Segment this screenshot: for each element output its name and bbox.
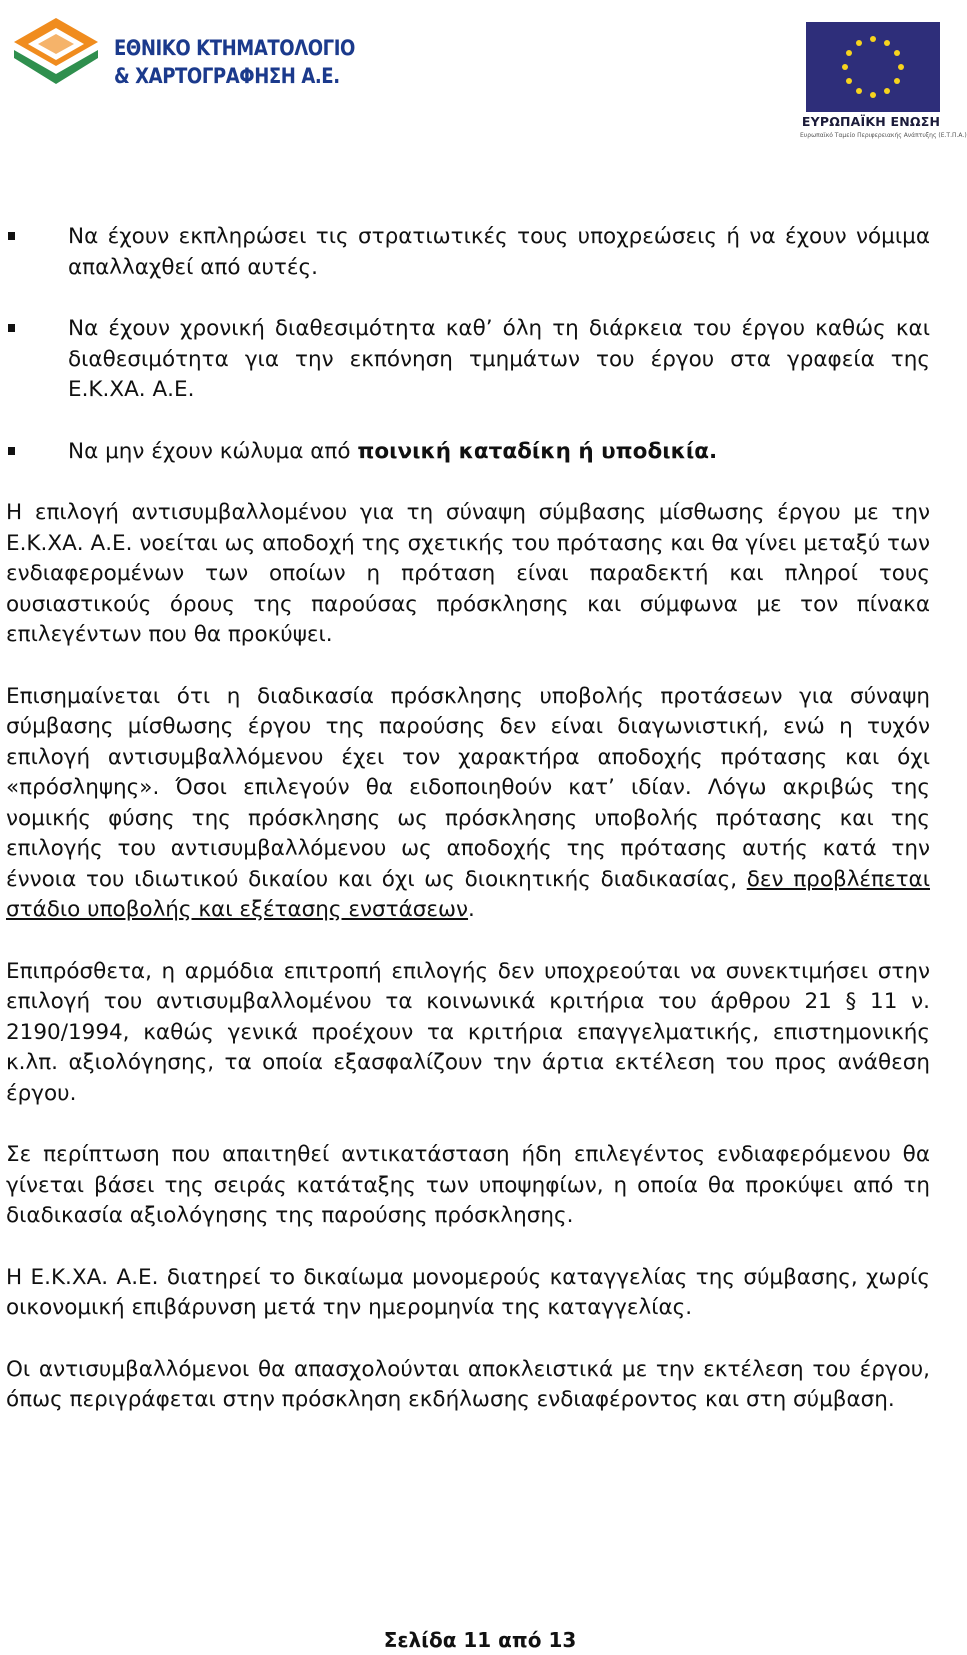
paragraph-non-competitive: [6, 682, 930, 926]
list-item-text: Να μην έχουν κώλυμα από: [68, 438, 358, 464]
paragraph-selection: Η επιλογή αντισυμβαλλομένου για τη σύναψη σύμβασης μίσθωσης έργου με την Ε.Κ.ΧΑ. Α.Ε. νοείται ως αποδοχή της σχετικής του πρότασης και θα γίνει μεταξύ των ενδιαφερομένων των οποίων η πρόταση είναι παραδεκτή και πληροί τους ουσιαστικούς όρους της παρούσας πρόσκλησης και σύμφωνα με τον πίνακα επιλεγέντων που θα προκύψει.: [6, 500, 930, 647]
org-name-line1: ΕΘΝΙΚΟ ΚΤΗΜΑΤΟΛΟΓΙΟ: [114, 36, 355, 60]
underlined-text: δεν προβλέπεται στάδιο υποβολής και εξέτασης ενστάσεων: [6, 866, 930, 922]
eu-flag-icon: [806, 22, 940, 112]
list-item-text: Να έχουν εκπληρώσει τις στρατιωτικές τους υποχρεώσεις ή να έχουν νόμιμα απαλλαχθεί από αυτές.: [68, 224, 930, 280]
paragraph-replacement: Σε περίπτωση που απαιτηθεί αντικατάσταση ήδη επιλεγέντος ενδιαφερόμενου θα γίνεται βάσει της σειράς κατάταξης των υποψηφίων, η οποία θα προκύψει από τη διαδικασία αξιολόγησης της παρούσης πρόσκλησης.: [6, 1142, 930, 1228]
bullet-square-icon: [8, 447, 15, 455]
eu-label: ΕΥΡΩΠΑΪΚΗ ΕΝΩΣΗ: [801, 114, 941, 129]
document-body: [6, 222, 930, 1447]
page-header: [0, 0, 967, 160]
paragraph-termination: Η Ε.Κ.ΧΑ. Α.Ε. διατηρεί το δικαίωμα μονομερούς καταγγελίας της σύμβασης, χωρίς οικονομική επιβάρυνση μετά την ημερομηνία της καταγγελίας.: [6, 1264, 930, 1320]
paragraph-employment: Οι αντισυμβαλλόμενοι θα απασχολούνται αποκλειστικά με την εκτέλεση του έργου, όπως περιγράφεται στην πρόσκληση εκδήλωσης ενδιαφέροντος και στη σύμβαση.: [6, 1356, 930, 1412]
paragraph-text-end: .: [468, 897, 475, 922]
ktimatologio-emblem-icon: [6, 14, 106, 94]
org-name-line2: & ΧΑΡΤΟΓΡΑΦΗΣΗ Α.Ε.: [114, 64, 340, 88]
eu-sublabel: Ευρωπαϊκό Ταμείο Περιφερειακής Ανάπτυξης (Ε.Τ.Π.Α.): [800, 132, 967, 139]
list-item: [6, 222, 930, 283]
bullet-square-icon: [8, 232, 15, 240]
list-item-bold-text: ποινική καταδίκη ή υποδικία.: [357, 438, 718, 464]
ktimatologio-logo: [6, 14, 355, 94]
eu-logo: [800, 22, 967, 146]
bullet-square-icon: [8, 324, 15, 332]
paragraph-social-criteria: Επιπρόσθετα, η αρμόδια επιτροπή επιλογής δεν υποχρεούται να συνεκτιμήσει στην επιλογή του αντισυμβαλλομένου τα κοινωνικά κριτήρια του άρθρου 21 § 11 ν. 2190/1994, καθώς γενικά προέχουν τα κριτήρια επαγγελματικής, επιστημονικής κ.λπ. αξιολόγησης, τα οποία εξασφαλίζουν την άρτια εκτέλεση του προς ανάθεση έργου.: [6, 958, 930, 1106]
org-name: [114, 34, 355, 90]
list-item-text: Να έχουν χρονική διαθεσιμότητα καθ’ όλη τη διάρκεια του έργου καθώς και διαθεσιμότητα για την εκπόνηση τμημάτων του έργου στα γραφεία της Ε.Κ.ΧΑ. Α.Ε.: [68, 316, 930, 402]
paragraph-text: Επισημαίνεται ότι η διαδικασία πρόσκλησης υποβολής προτάσεων για σύναψη σύμβασης μίσθωσης έργου της παρούσης δεν είναι διαγωνιστική, ενώ η τυχόν επιλογή αντισυμβαλλόμενου έχει τον χαρακτήρα αποδοχής πρότασης και όχι «πρόσληψης». Όσοι επιλεγούν θα ειδοποιηθούν κατ’ ιδίαν. Λόγω ακριβώς της νομικής φύσης της πρόσκλησης ως πρόσκλησης υποβολής πρότασης και της επιλογής του αντισυμβαλλόμενου ως αποδοχής της πρότασης αυτής κατά την έννοια του ιδιωτικού δικαίου και όχι ως διοικητικής διαδικασίας,: [6, 683, 930, 892]
list-item: [6, 437, 930, 468]
page-number: Σελίδα 11 από 13: [383, 1628, 577, 1652]
list-item: [6, 314, 930, 406]
requirements-list: [6, 222, 930, 467]
